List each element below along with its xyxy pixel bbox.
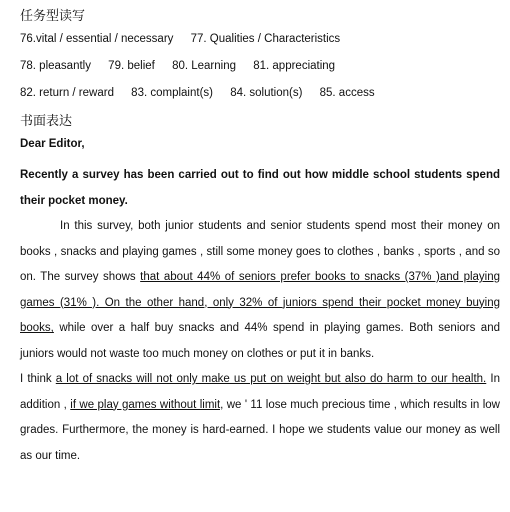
answer-row-1 xyxy=(20,30,500,57)
answer-item: 85. access xyxy=(319,87,375,99)
answer-item: 81. appreciating xyxy=(253,60,336,72)
text-run: I think xyxy=(20,373,56,385)
text-run: while over a half buy snacks and 44% spend in playing games. Both seniors and juniors would not waste too much money on clothes or put it in banks. xyxy=(20,322,500,360)
letter-greeting: Dear Editor, xyxy=(20,138,85,150)
essay-body xyxy=(20,163,500,469)
answer-item: 84. solution(s) xyxy=(230,87,303,99)
section-title-writing: 书面表达 xyxy=(20,113,73,128)
answer-item: 83. complaint(s) xyxy=(131,87,213,99)
text-run: we ' 11 lose much precious time , which results in low grades. Furthermore, the money is hard-earned. I hope we students value our money as well as our time. xyxy=(20,398,500,462)
answer-item: 77. Qualities / Characteristics xyxy=(190,33,341,45)
answer-row-2 xyxy=(20,57,500,84)
answer-item: 78. pleasantly xyxy=(20,60,91,72)
text-run: In addition , xyxy=(20,373,500,411)
answer-item: 82. return / reward xyxy=(20,87,114,99)
underlined-text: that about 44% of seniors prefer books to snacks (37% )and playing games (31% ). On the other hand, only 32% of juniors spend their pocket money buying books, xyxy=(20,271,501,334)
text-run: In this survey, both junior students and senior students spend most their money on books , snacks and playing games , still some money goes to clothes , banks , sports , and so on. The survey shows xyxy=(20,220,500,283)
answer-item: 79. belief xyxy=(108,60,155,72)
section-title-task-reading: 任务型读写 xyxy=(20,8,86,23)
answer-row-3 xyxy=(20,84,500,111)
answer-item: 76.vital / essential / necessary xyxy=(20,33,174,45)
essay-intro: Recently a survey has been carried out to find out how middle school students spend their pocket money. xyxy=(20,169,500,207)
essay-paragraph-2 xyxy=(20,367,500,469)
underlined-text: if we play games without limit, xyxy=(70,398,224,411)
answer-item: 80. Learning xyxy=(172,60,237,72)
underlined-text: a lot of snacks will not only make us put on weight but also do harm to our health. xyxy=(55,373,487,385)
essay-paragraph-1 xyxy=(20,214,500,367)
